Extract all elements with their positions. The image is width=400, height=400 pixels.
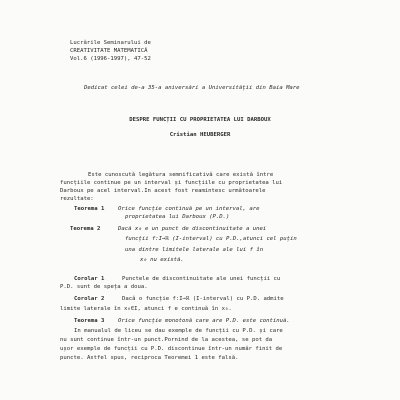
closing-line-1: In manualul de liceu se dau exemple de funcții cu P.D. și care: [74, 328, 283, 334]
closing-line-4: puncte. Astfel spus, reciproca Teoremei 1 este falsă.: [60, 355, 239, 361]
intro-line-2: funcțiile continue pe un interval și funcțiile cu proprietatea lui: [60, 180, 283, 186]
theorem-2-line-4: x₀ nu există.: [140, 257, 184, 263]
corollary-1-line-2: P.D. sunt de speța a doua.: [60, 284, 148, 290]
corollary-2-line-1: Dacă o funcție f:I→ℝ (I-interval) cu P.D. admite: [122, 296, 284, 302]
intro-line-1: Este cunoscută legătura semnificativă care există între: [88, 172, 274, 178]
theorem-1-label: Teorema 1: [74, 206, 105, 212]
intro-line-3: Darboux pe acel interval.In acest fost reamintesc următoarele: [60, 188, 266, 194]
intro-line-4: rezultate:: [60, 196, 94, 202]
theorem-2-line-1: Dacă x₀ e un punct de discontinuitate a unei: [118, 226, 267, 232]
dedication: Dedicat celei de-a 35-a aniversări a Universității din Baia Mare: [84, 85, 300, 91]
corollary-2-label: Corolar 2: [74, 296, 105, 302]
theorem-1-line-2: proprietatea lui Darboux (P.D.): [125, 214, 230, 220]
closing-line-2: nu sunt continue într-un punct.Pornind de la acestea, se pot da: [60, 337, 273, 343]
theorem-2-label: Teorema 2: [70, 226, 101, 232]
closing-line-3: ușor exemple de funcții cu P.D. discontinue într-un număr finit de: [60, 346, 283, 352]
theorem-3-text: Orice funcție monotonă care are P.D. este continuă.: [118, 318, 290, 324]
corollary-1-line-1: Punctele de discontinuitate ale unei funcții cu: [122, 276, 281, 282]
series-line-3: Vol.6 (1996-1997), 47-52: [70, 56, 151, 62]
corollary-2-line-2: limite laterale în x₀∈I, atunci f e continuă în x₀.: [60, 306, 232, 312]
theorem-2-line-3: una dintre limitele laterale ale lui f în: [125, 247, 264, 253]
theorem-3-label: Teorema 3: [74, 318, 105, 324]
theorem-1-line-1: Orice funcție continuă pe un interval, are: [118, 206, 260, 212]
series-line-1: Lucrările Seminarului de: [70, 40, 151, 46]
author-name: Cristian HEUBERGER: [169, 132, 231, 138]
paper-title: DESPRE FUNCȚII CU PROPRIETATEA LUI DARBOUX: [129, 117, 271, 123]
theorem-2-line-2: funcții f:I→ℝ (I-interval) cu P.D.,atunci cel puțin: [125, 236, 297, 242]
series-line-2: CREATIVITATE MATEMATICĂ: [70, 48, 148, 54]
corollary-1-label: Corolar 1: [74, 276, 105, 282]
